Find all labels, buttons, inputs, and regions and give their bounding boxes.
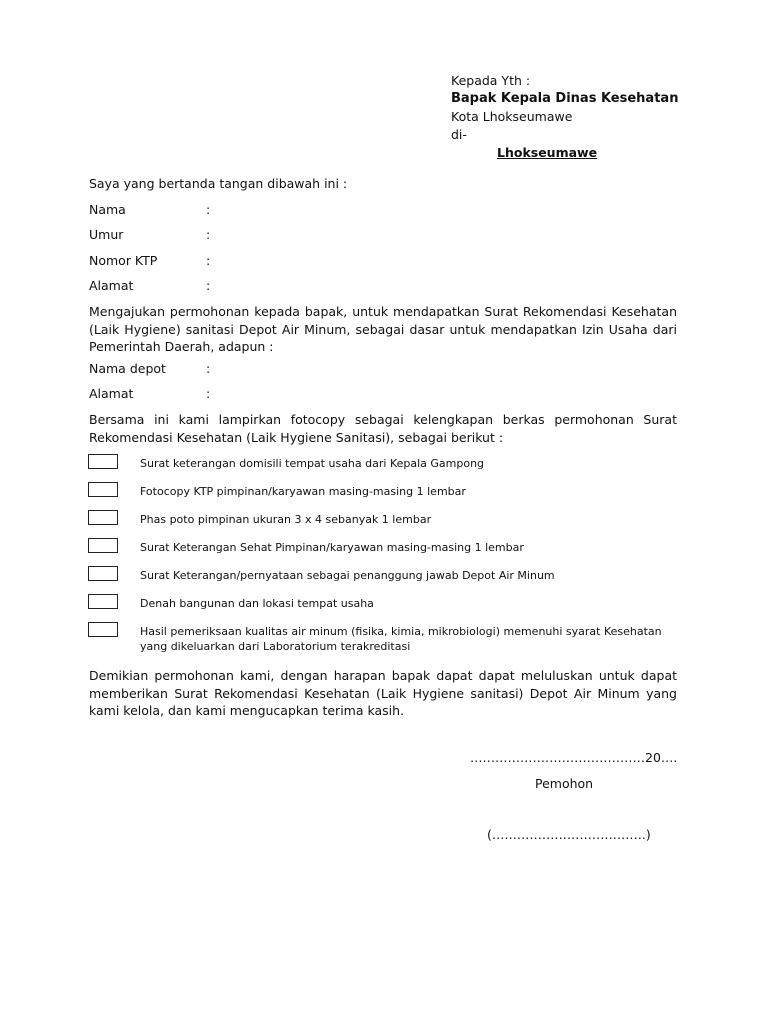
recipient-office: Kota Lhokseumawe [451, 109, 573, 124]
signature-role: Pemohon [535, 776, 594, 791]
attachment-label: Fotocopy KTP pimpinan/karyawan masing-masing 1 lembar [140, 485, 466, 498]
field-colon: : [206, 227, 211, 242]
attachment-label: Surat Keterangan/pernyataan sebagai penanggung jawab Depot Air Minum [140, 569, 555, 582]
attachment-label: Phas poto pimpinan ukuran 3 x 4 sebanyak 1 lembar [140, 513, 432, 526]
request-paragraph: Mengajukan permohonan kepada bapak, untuk mendapatkan Surat Rekomendasi Kesehatan (Laik Hygiene) sanitasi Depot Air Minum, sebagai dasar untuk mendapatkan Izin Usaha dari Pemerintah Daerah, adapun : [89, 304, 677, 354]
attachment-checkbox[interactable] [88, 482, 118, 497]
attachment-item [88, 510, 688, 530]
recipient-di: di- [451, 127, 467, 142]
attachment-item [88, 622, 688, 658]
field-label: Nama depot [89, 361, 166, 376]
field-nama [89, 202, 210, 217]
attachment-checkbox[interactable] [88, 566, 118, 581]
attachment-label: Surat Keterangan Sehat Pimpinan/karyawan masing-masing 1 lembar [140, 541, 524, 554]
attachment-item [88, 594, 688, 614]
recipient-address-block [451, 72, 678, 162]
signature-name-line: (……………………………….) [487, 827, 651, 842]
attachment-label [140, 624, 662, 654]
attachment-item [88, 454, 688, 474]
field-label: Alamat [89, 278, 134, 293]
signature-date-line: ……………………………………20…. [470, 750, 678, 765]
field-umur [89, 227, 210, 242]
field-colon: : [206, 361, 211, 376]
attachment-item [88, 482, 688, 502]
attachment-checkbox[interactable] [88, 454, 118, 469]
attachment-label: Surat keterangan domisili tempat usaha dari Kepala Gampong [140, 457, 485, 470]
field-alamat-depot [89, 386, 210, 401]
attachments-paragraph: Bersama ini kami lampirkan fotocopy sebagai kelengkapan berkas permohonan Surat Rekomendasi Kesehatan (Laik Hygiene Sanitasi), sebagai berikut : [89, 412, 677, 445]
intro-text: Saya yang bertanda tangan dibawah ini : [89, 176, 348, 191]
recipient-title: Bapak Kepala Dinas Kesehatan [451, 91, 679, 106]
attachment-checkbox[interactable] [88, 622, 118, 637]
attachment-label-line1: Hasil pemeriksaan kualitas air minum (fisika, kimia, mikrobiologi) memenuhi syarat Kesehatan [140, 625, 662, 638]
field-label: Alamat [89, 386, 134, 401]
attachment-label: Denah bangunan dan lokasi tempat usaha [140, 597, 374, 610]
attachment-item [88, 566, 688, 586]
field-colon: : [206, 253, 211, 268]
field-colon: : [206, 202, 211, 217]
recipient-salutation: Kepada Yth : [451, 73, 531, 88]
recipient-city: Lhokseumawe [497, 145, 598, 160]
field-colon: : [206, 278, 211, 293]
attachment-label-line2: yang dikeluarkan dari Laboratorium terakreditasi [140, 640, 411, 653]
field-alamat [89, 278, 210, 293]
attachment-checkbox[interactable] [88, 538, 118, 553]
field-label: Nomor KTP [89, 253, 158, 268]
field-colon: : [206, 386, 211, 401]
field-label: Umur [89, 227, 124, 242]
field-nomor-ktp [89, 253, 210, 268]
field-nama-depot [89, 361, 210, 376]
attachment-checkbox[interactable] [88, 510, 118, 525]
closing-paragraph: Demikian permohonan kami, dengan harapan bapak dapat dapat meluluskan untuk dapat memberikan Surat Rekomendasi Kesehatan (Laik Hygiene sanitasi) Depot Air Minum yang kami kelola, dan kami mengucapkan terima kasih. [89, 668, 677, 718]
attachment-item [88, 538, 688, 558]
field-label: Nama [89, 202, 126, 217]
attachment-checkbox[interactable] [88, 594, 118, 609]
